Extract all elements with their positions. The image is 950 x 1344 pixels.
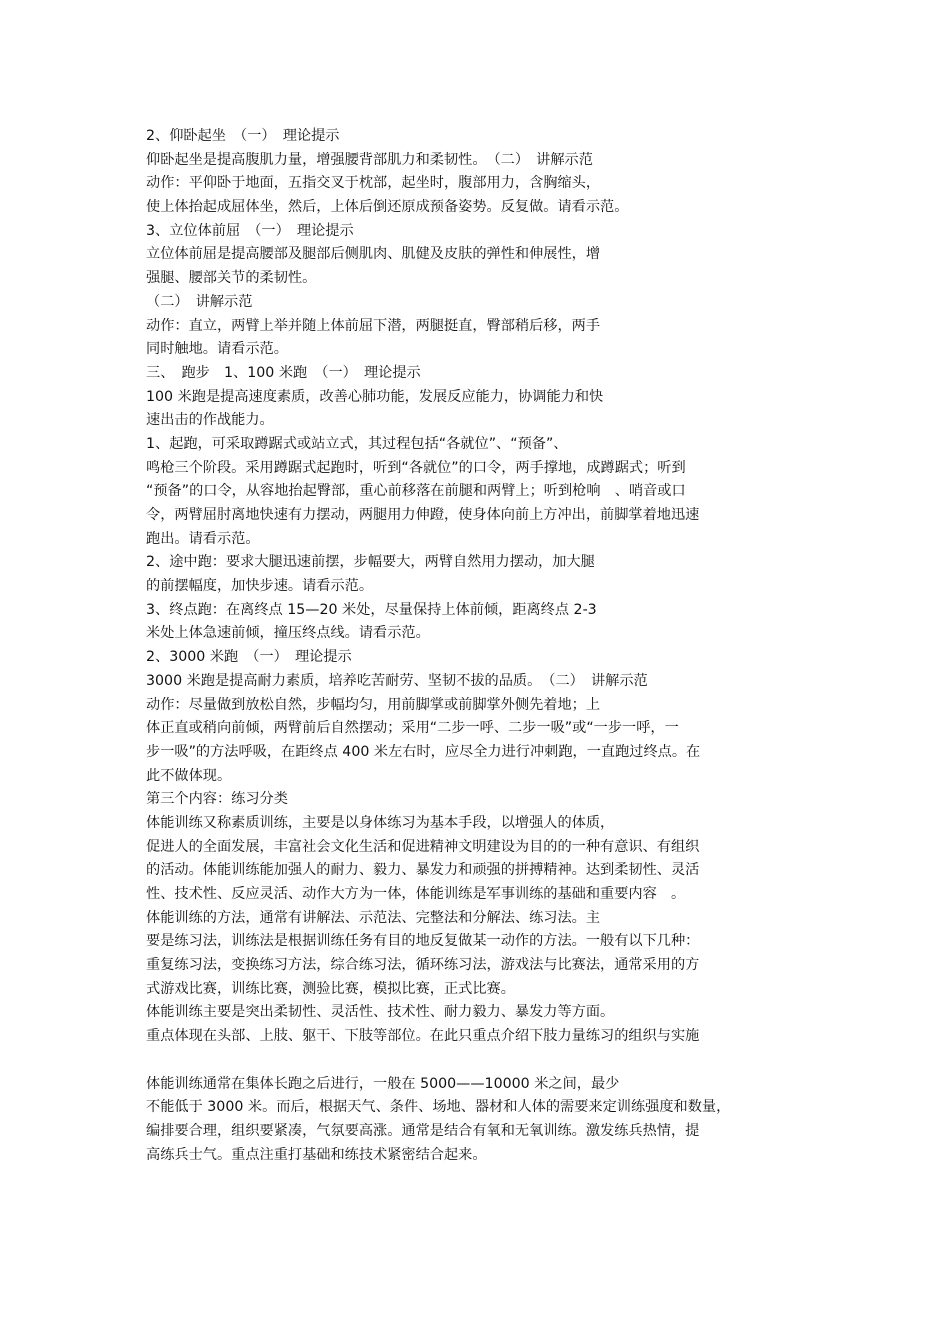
text-line: 仰卧起坐是提高腹肌力量，增强腰背部肌力和柔韧性。 （二） 讲解示范 (146, 151, 593, 168)
text-line: “预备”的口令，从容地抬起臀部，重心前移落在前腿和两臂上；听到枪响 、哨音或口 (146, 483, 686, 500)
text-line: 编排要合理，组织要紧凑，气氛要高涨。通常是结合有氧和无氧训练。激发练兵热情，提 (146, 1122, 700, 1139)
text-line: 使上体抬起成屈体坐，然后，上体后倒还原成预备姿势。反复做。请看示范。 (146, 199, 629, 216)
text-line: 2、途中跑：要求大腿迅速前摆，步幅要大，两臂自然用力摆动，加大腿 (146, 554, 595, 571)
text-line: 米处上体急速前倾，撞压终点线。请看示范。 (146, 625, 430, 642)
text-line: 令，两臂屈肘离地快速有力摆动，两腿用力伸蹬，使身体向前上方冲出，前脚掌着地迅速 (146, 507, 700, 523)
text-line: 体正直或稍向前倾，两臂前后自然摆动；采用“二步一呼、二步一吸”或“一步一呼，一 (146, 720, 679, 737)
text-line: 要是练习法，训练法是根据训练任务有目的地反复做某一动作的方法。一般有以下几种： (146, 933, 700, 950)
text-line: 步一吸”的方法呼吸，在距终点 400 米左右时，应尽全力进行冲刺跑，一直跑过终点。在 (146, 743, 701, 760)
text-line: 三、 跑步 1、100 米跑 （一） 理论提示 (146, 364, 421, 381)
text-line: 动作：直立，两臂上举并随上体前屈下潜，两腿挺直，臀部稍后移，两手 (146, 317, 601, 334)
text-line: 3000 米跑是提高耐力素质，培养吃苦耐劳、坚韧不拔的品质。 （二） 讲解示范 (146, 672, 648, 689)
text-line: 体能训练又称素质训练，主要是以身体练习为基本手段，以增强人的体质， (146, 814, 615, 831)
text-line: 立位体前屈是提高腰部及腿部后侧肌肉、肌健及皮肤的弹性和伸展性，增 (146, 246, 601, 263)
text-line: 重点体现在头部、上肢、躯干、下肢等部位。在此只重点介绍下肢力量练习的组织与实施 (146, 1028, 700, 1045)
text-line: 动作：尽量做到放松自然，步幅均匀，用前脚掌或前脚掌外侧先着地；上 (146, 696, 601, 713)
text-line: 此不做体现。 (146, 767, 232, 784)
text-line: 体能训练的方法，通常有讲解法、示范法、完整法和分解法、练习法。主 (146, 909, 601, 926)
text-line: 鸣枪三个阶段。采用蹲踞式起跑时，听到“各就位”的口令，两手撑地，成蹲踞式；听到 (146, 459, 686, 476)
text-line: 式游戏比赛，训练比赛，测验比赛，模拟比赛，正式比赛。 (146, 980, 515, 997)
text-line: 2、3000 米跑 （一） 理论提示 (146, 649, 352, 666)
text-line: 速出击的作战能力。 (146, 412, 274, 429)
text-line: 3、终点跑：在离终点 15—20 米处，尽量保持上体前倾，距离终点 2-3 (146, 601, 597, 618)
text-line: 的前摆幅度，加快步速。请看示范。 (146, 578, 374, 595)
text-line: 2、仰卧起坐 （一） 理论提示 (146, 128, 340, 144)
text-line: 高练兵士气。重点注重打基础和练技术紧密结合起来。 (146, 1146, 487, 1163)
document-body (146, 125, 816, 1167)
text-line: 促进人的全面发展，丰富社会文化生活和促进精神文明建设为目的的一种有意识、有组织 (146, 838, 700, 855)
text-line: 跑出。请看示范。 (146, 530, 260, 547)
text-line: 体能训练通常在集体长跑之后进行，一般在 5000——10000 米之间，最少 (146, 1075, 620, 1092)
text-line: 不能低于 3000 米。而后，根据天气、条件、场地、器材和人体的需要来定训练强度和数量， (146, 1099, 731, 1116)
text-line: （二） 讲解示范 (146, 293, 253, 310)
text-line: 同时触地。请看示范。 (146, 341, 288, 358)
blank-line (146, 1049, 816, 1073)
text-line: 重复练习法，变换练习方法，综合练习法，循环练习法，游戏法与比赛法，通常采用的方 (146, 957, 700, 974)
text-line: 性、技术性、反应灵活、动作大方为一体，体能训练是军事训练的基础和重要内容 。 (146, 886, 686, 902)
text-line: 强腿、腰部关节的柔韧性。 (146, 270, 317, 287)
text-line: 3、立位体前屈 （一） 理论提示 (146, 222, 354, 239)
text-line: 动作：平仰卧于地面，五指交叉于枕部，起坐时，腹部用力，含胸缩头， (146, 175, 601, 192)
text-line: 100 米跑是提高速度素质，改善心肺功能，发展反应能力，协调能力和快 (146, 388, 604, 405)
text-line: 第三个内容：练习分类 (146, 791, 288, 808)
text-line: 1、起跑，可采取蹲踞式或站立式，其过程包括“各就位”、“预备”、 (146, 435, 568, 452)
text-line: 的活动。体能训练能加强人的耐力、毅力、暴发力和顽强的拼搏精神。达到柔韧性、灵活 (146, 862, 700, 879)
text-line: 体能训练主要是突出柔韧性、灵活性、技术性、耐力毅力、暴发力等方面。 (146, 1004, 615, 1021)
